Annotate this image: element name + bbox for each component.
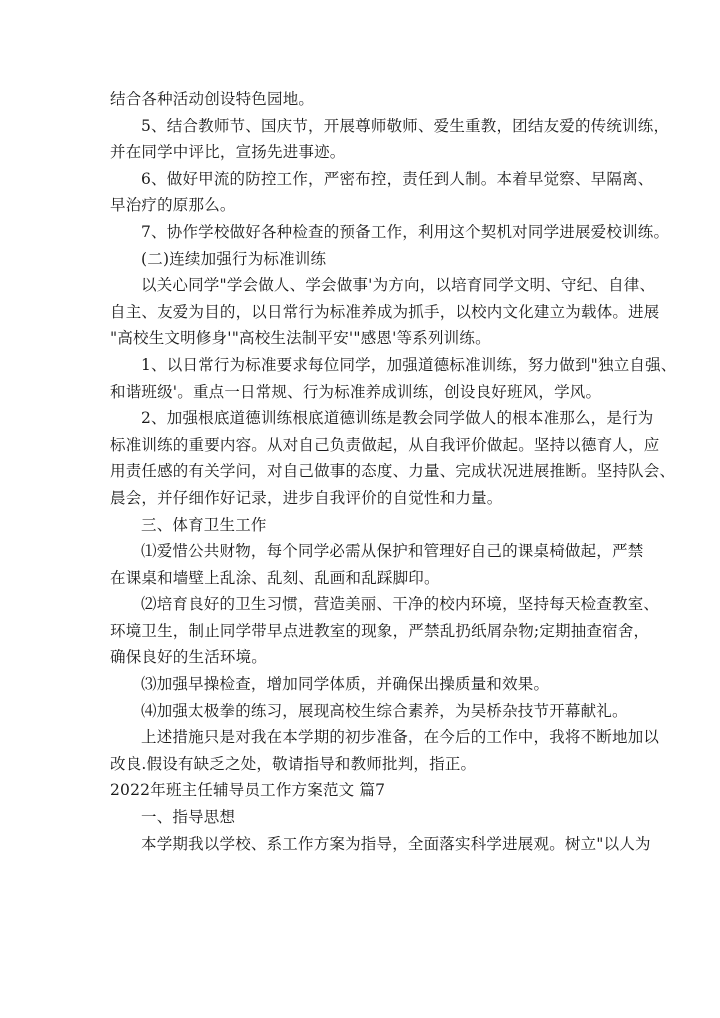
text-line: 上述措施只是对我在本学期的初步准备，在今后的工作中，我将不断地加以	[141, 728, 660, 747]
text-line: 一、指导思想	[141, 808, 236, 827]
text-line: 结合各种活动创设特色园地。	[110, 90, 315, 108]
text-line: 改良.假设有缺乏之处，敬请指导和教师批判，指正。	[110, 754, 477, 773]
text-line: 用责任感的有关学问，对自己做事的态度、力量、完成状况进展推断。坚持队会、	[110, 462, 676, 481]
text-line: 以关心同学"学会做人、学会做事'为方向，以培育同学文明、守纪、自律、	[141, 276, 656, 295]
document-body	[110, 86, 677, 857]
text-line: ⑶加强早操检查，增加同学体质，并确保出操质量和效果。	[141, 675, 550, 694]
text-line: "高校生文明修身'"高校生法制平安'"感恩'等系列训练。	[110, 329, 491, 348]
text-line: 1、以日常行为标准要求每位同学，加强道德标准训练，努力做到"独立自强、	[141, 355, 677, 374]
text-line: 6、做好甲流的防控工作，严密布控，责任到人制。本着早觉察、早隔离、	[141, 169, 654, 188]
text-line: 2022年班主任辅导员工作方案范文 篇7	[110, 781, 386, 800]
text-line: ⑴爱惜公共财物，每个同学必需从保护和管理好自己的课桌椅做起，严禁	[141, 542, 644, 561]
text-line: 晨会，并仔细作好记录，进步自我评价的自觉性和力量。	[110, 488, 503, 507]
text-line: 5、结合教师节、国庆节，开展尊师敬师、爱生重教，团结友爱的传统训练，	[141, 116, 670, 135]
text-line: 本学期我以学校、系工作方案为指导，全面落实科学进展观。树立"以人为	[141, 834, 651, 853]
text-line: ⑷加强太极拳的练习，展现高校生综合素养，为吴桥杂技节开幕献礼。	[141, 701, 628, 720]
text-line: 早治疗的原那么。	[110, 196, 236, 215]
text-line: 三、体育卫生工作	[141, 515, 267, 534]
text-line: 自主、友爱为目的，以日常行为标准养成为抓手，以校内文化建立为载体。进展	[110, 302, 660, 321]
text-line: (二)连续加强行为标准训练	[141, 249, 327, 268]
text-line: 7、协作学校做好各种检查的预备工作，利用这个契机对同学进展爱校训练。	[141, 222, 670, 241]
text-line: ⑵培育良好的卫生习惯，营造美丽、干净的校内环境，坚持每天检查教室、	[141, 595, 660, 614]
text-line: 确保良好的生活环境。	[110, 648, 268, 667]
text-line: 环境卫生，制止同学带早点进教室的现象，严禁乱扔纸屑杂物;定期抽查宿舍，	[110, 621, 650, 640]
text-line: 在课桌和墙壁上乱涂、乱刻、乱画和乱踩脚印。	[110, 568, 440, 587]
text-line: 标准训练的重要内容。从对自己负责做起，从自我评价做起。坚持以德育人，应	[110, 435, 660, 454]
text-line: 和谐班级'。重点一日常规、行为标准养成训练，创设良好班风，学风。	[110, 382, 602, 401]
text-line: 2、加强根底道德训练根底道德训练是教会同学做人的根本准那么，是行为	[141, 409, 654, 428]
text-line: 并在同学中评比，宣扬先进事迹。	[110, 143, 346, 162]
